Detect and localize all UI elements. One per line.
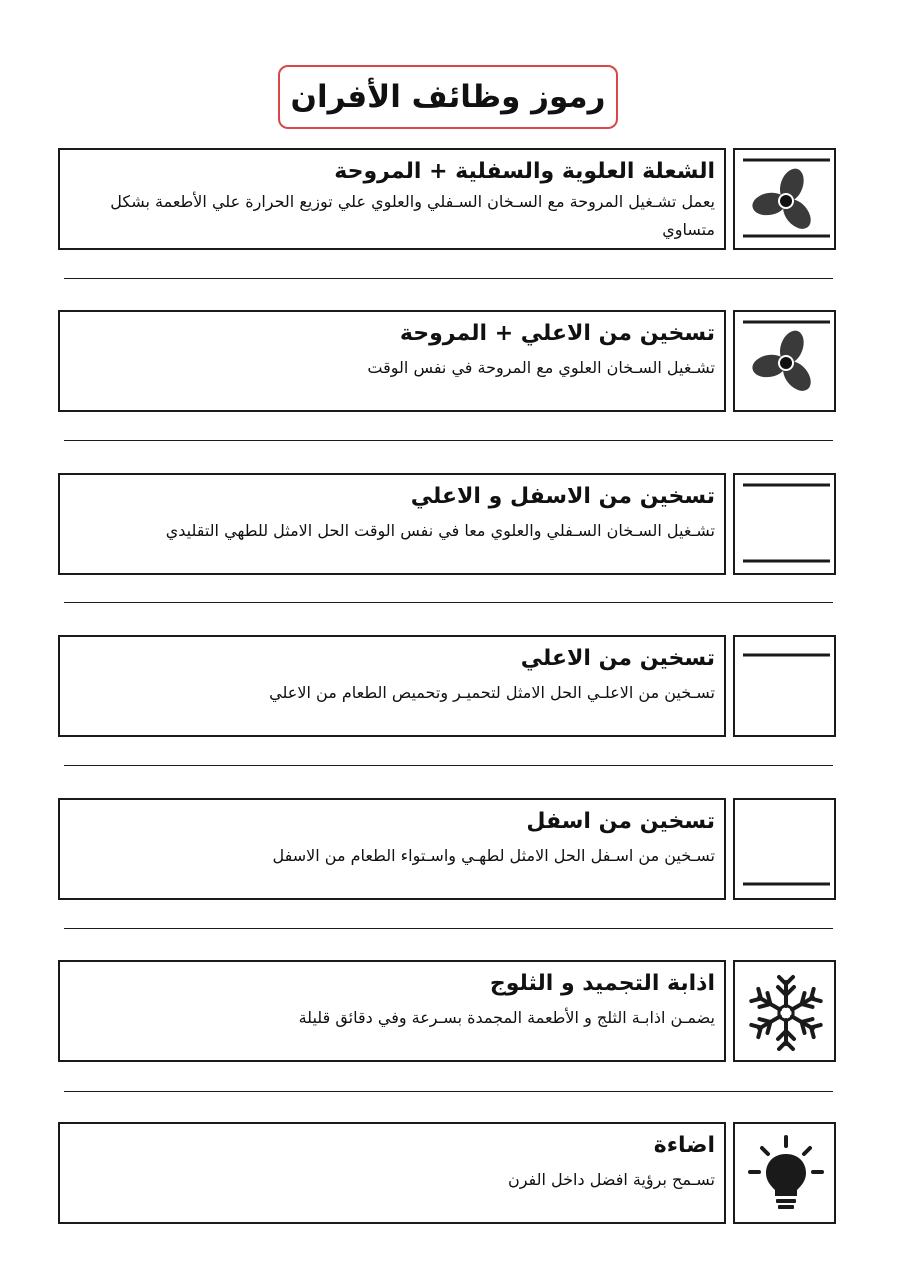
function-text-box (58, 798, 726, 900)
function-row-fan-top-bottom (58, 148, 836, 250)
function-icon-box (733, 798, 836, 900)
function-title: تسخين من الاعلي + المروحة (399, 321, 715, 346)
function-text-box (58, 148, 726, 250)
function-description: تسـخين من الاعلـي الحل الامثل لتحميـر وتحميص الطعام من الاعلي (269, 683, 715, 702)
divider (64, 602, 833, 603)
fan-top-icon (735, 312, 838, 414)
function-title: اضاءة (653, 1133, 715, 1158)
function-row-top-bottom-heat (58, 473, 836, 575)
function-text-box (58, 960, 726, 1062)
function-row-defrost (58, 960, 836, 1062)
function-icon-box (733, 960, 836, 1062)
function-text-box (58, 1122, 726, 1224)
page-title: رموز وظائف الأفران (290, 79, 606, 115)
function-icon-box (733, 473, 836, 575)
function-description: تشـغيل السـخان السـفلي والعلوي معا في نفس الوقت الحل الامثل للطهي التقليدي (165, 521, 715, 540)
bottom-heat-icon (735, 800, 838, 902)
function-text-box (58, 473, 726, 575)
divider (64, 440, 833, 441)
function-icon-box (733, 310, 836, 412)
divider (64, 278, 833, 279)
function-title: الشعلة العلوية والسفلية + المروحة (334, 159, 715, 184)
light-bulb-icon (735, 1124, 838, 1226)
divider (64, 765, 833, 766)
divider (64, 928, 833, 929)
function-row-fan-top (58, 310, 836, 412)
function-icon-box (733, 148, 836, 250)
function-row-bottom-heat (58, 798, 836, 900)
top-heat-icon (735, 637, 838, 739)
function-icon-box (733, 635, 836, 737)
snowflake-icon (735, 962, 838, 1064)
function-description: تسـخين من اسـفل الحل الامثل لطهـي واسـتواء الطعام من الاسفل (272, 846, 715, 865)
function-row-top-heat (58, 635, 836, 737)
function-row-light (58, 1122, 836, 1224)
function-description: يعمل تشـغيل المروحة مع السـخان السـفلي والعلوي علي توزيع الحرارة علي الأطعمة بشكل متساوي (110, 192, 715, 239)
function-text-box (58, 635, 726, 737)
function-title: تسخين من الاعلي (520, 646, 715, 671)
function-title: تسخين من الاسفل و الاعلي (410, 484, 715, 509)
function-text-box (58, 310, 726, 412)
function-title: اذابة التجميد و الثلوج (489, 971, 715, 996)
function-title: تسخين من اسفل (526, 809, 715, 834)
top-bottom-heat-icon (735, 475, 838, 577)
page-title-box (278, 65, 618, 129)
function-description: تشـغيل السـخان العلوي مع المروحة في نفس الوقت (367, 358, 715, 377)
divider (64, 1091, 833, 1092)
function-description: تسـمح برؤية افضل داخل الفرن (507, 1170, 715, 1189)
function-description: يضمـن اذابـة الثلج و الأطعمة المجمدة بسـرعة وفي دقائق قليلة (298, 1008, 715, 1027)
function-icon-box (733, 1122, 836, 1224)
fan-top-bottom-icon (735, 150, 838, 252)
